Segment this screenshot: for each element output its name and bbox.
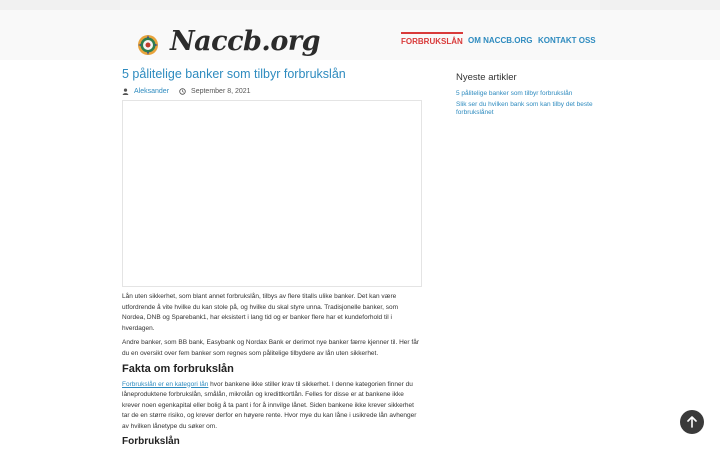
post-meta bbox=[122, 88, 251, 95]
user-icon bbox=[122, 88, 129, 95]
site-header bbox=[0, 10, 720, 60]
post-title[interactable]: 5 pålitelige banker som tilbyr forbrukslån bbox=[122, 67, 346, 81]
section-heading: Forbrukslån bbox=[122, 436, 180, 447]
post-paragraph: Lån uten sikkerhet, som blant annet forbrukslån, tilbys av flere titalls ulike banker. Det kan være utfordrende å vite hvilke du kan stole på, og hvilke du skal styre unna. Tradisjonelle banker, som Nordea, DNB og Sparebank1, har eksistert i lang tid og er banker flere har et kundeforhold til i hverdagen. bbox=[122, 293, 399, 332]
post-date: September 8, 2021 bbox=[191, 88, 251, 95]
sidebar-title: Nyeste artikler bbox=[456, 72, 517, 83]
logo-icon[interactable] bbox=[137, 34, 159, 56]
page-content bbox=[0, 60, 720, 450]
nav-item-kontakt-oss[interactable]: KONTAKT OSS bbox=[538, 36, 596, 45]
featured-media-placeholder bbox=[122, 100, 422, 287]
nav-item-forbrukslan[interactable]: FORBRUKSLÅN bbox=[401, 32, 463, 46]
inline-link[interactable]: Forbrukslån er en kategori lån bbox=[122, 380, 209, 388]
top-strip bbox=[120, 0, 600, 10]
sidebar-link[interactable]: 5 pålitelige banker som tilbyr forbrukslån bbox=[456, 90, 573, 97]
section-heading: Fakta om forbrukslån bbox=[122, 363, 234, 375]
clock-icon bbox=[179, 88, 186, 95]
post-author-link[interactable]: Aleksander bbox=[134, 88, 170, 95]
nav-item-om-naccb[interactable]: OM NACCB.ORG bbox=[468, 36, 533, 45]
post-paragraph: Andre banker, som BB bank, Easybank og Nordax Bank er derimot nye banker færre kjenner til. Her får du en oversikt over fem banker som regnes som pålitelige tilbydere av lån uten sikkerhet. bbox=[122, 339, 419, 357]
paragraph-text: hvor bankene ikke stiller krav til sikkerhet. I denne kategorien finner du låneproduktene forbrukslån, smålån, mikrolån og kredittkortlån. Felles for disse er at bankene ikke krever noen egenkapital eller bolig å ta pant i for å innvilge lånet. Siden bankene ikke krever sikkerhet tar de en større risiko, og krever derfor en høyere rente. Hvor mye du kan låne i usikrede lån avhenger av hvilken lånetype du søker om. bbox=[122, 380, 417, 430]
sidebar-link[interactable]: Slik ser du hvilken bank som kan tilby det beste forbrukslånet bbox=[456, 100, 593, 116]
post-paragraph bbox=[122, 380, 422, 433]
arrow-up-icon bbox=[687, 416, 697, 428]
sidebar bbox=[456, 72, 606, 120]
site-logo-text[interactable]: Naccb.org bbox=[170, 26, 320, 57]
post-body bbox=[122, 292, 422, 448]
scroll-to-top-button[interactable] bbox=[680, 410, 704, 434]
